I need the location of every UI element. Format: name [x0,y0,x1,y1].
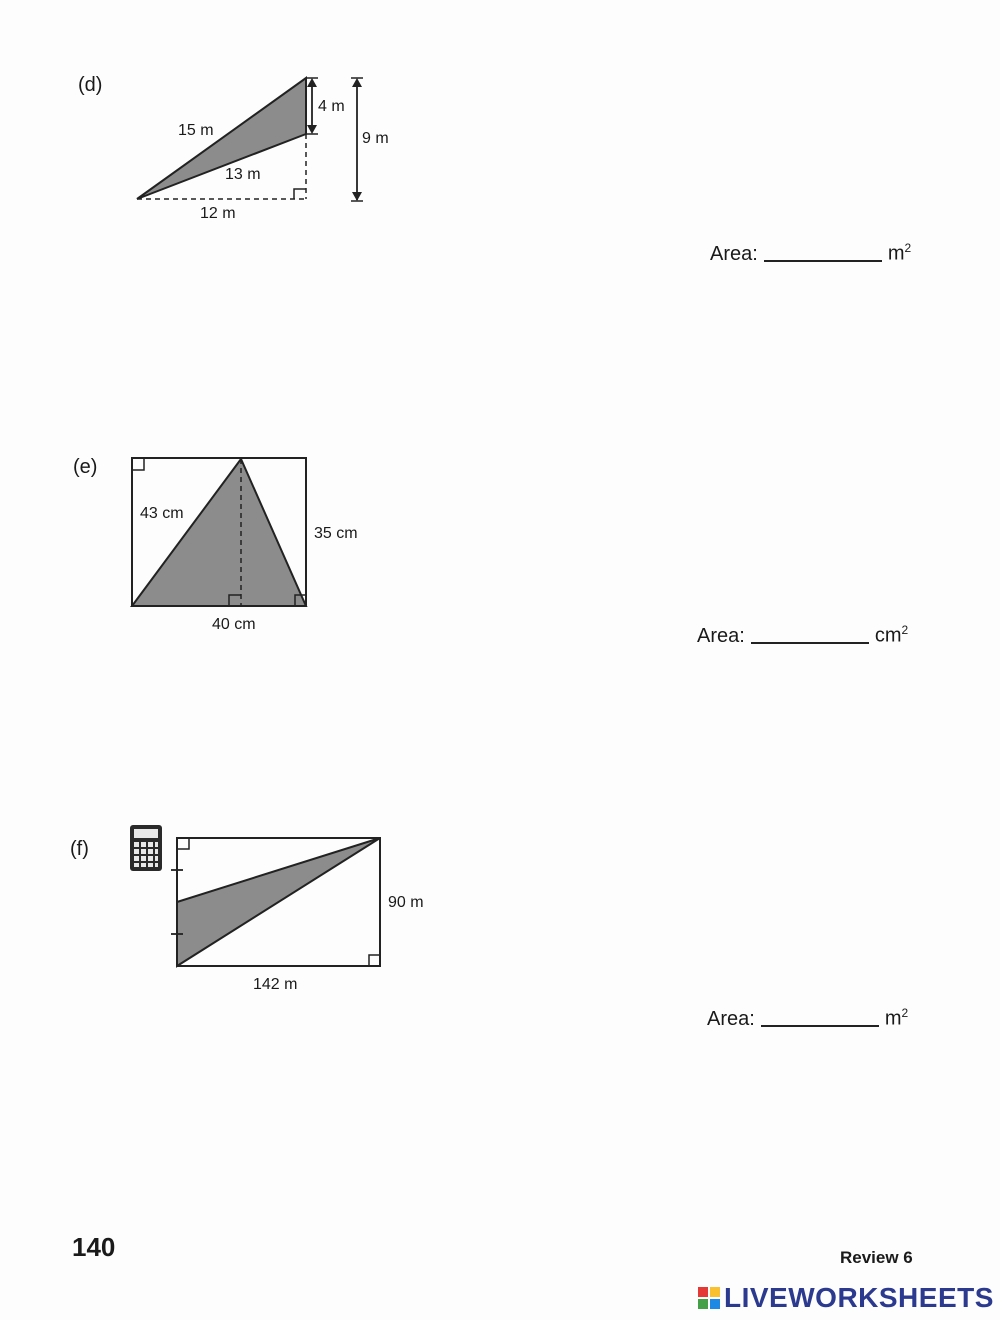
area-row-f [707,1003,908,1031]
area-answer-f[interactable] [761,1003,879,1027]
dim-d-hyp: 15 m [178,122,214,139]
brand-name: LIVEWORKSHEETS [724,1282,994,1313]
calculator-icon [128,823,164,873]
diagram-e [125,450,325,615]
dim-d-base: 12 m [200,205,236,222]
area-unit-e: $cm^2$ [874,623,909,647]
problem-e-label: (e) [73,456,98,478]
dim-e-side: 43 cm [140,505,184,522]
area-answer-d[interactable] [764,238,882,262]
area-unit-d: $m^2$ [887,241,912,265]
brand-logo [698,1282,994,1314]
dim-f-base: 142 m [253,976,298,993]
dim-e-height: 35 cm [314,525,358,542]
area-answer-e[interactable] [751,620,869,644]
page-number: 140 [72,1232,116,1262]
shaded-triangle-d [137,78,306,199]
area-row-e [697,620,908,648]
area-label-e: Area: [697,625,745,647]
liveworksheets-logo-icon [698,1287,720,1309]
right-angle-d [294,189,306,199]
problem-f-label: (f) [70,838,89,860]
shaded-triangle-f [177,838,380,966]
area-label-f: Area: [707,1008,755,1030]
dim-d-inner: 13 m [225,166,261,183]
dim-d-small-height: 4 m [318,98,345,115]
area-label-d: Area: [710,243,758,265]
right-angle-f-top [178,839,189,849]
right-angle-e-corner [133,459,144,470]
right-angle-f-bottom [369,955,380,966]
problem-d-label: (d) [78,74,103,96]
dim-d-full-height: 9 m [362,130,389,147]
diagram-d [120,70,420,230]
area-unit-f: $m^2$ [884,1006,909,1030]
area-row-d [710,238,911,266]
shaded-triangle-e [132,459,306,606]
dim-e-base: 40 cm [212,616,256,633]
diagram-f [165,830,390,975]
section-title: Review 6 [840,1248,913,1267]
dim-f-height: 90 m [388,894,424,911]
